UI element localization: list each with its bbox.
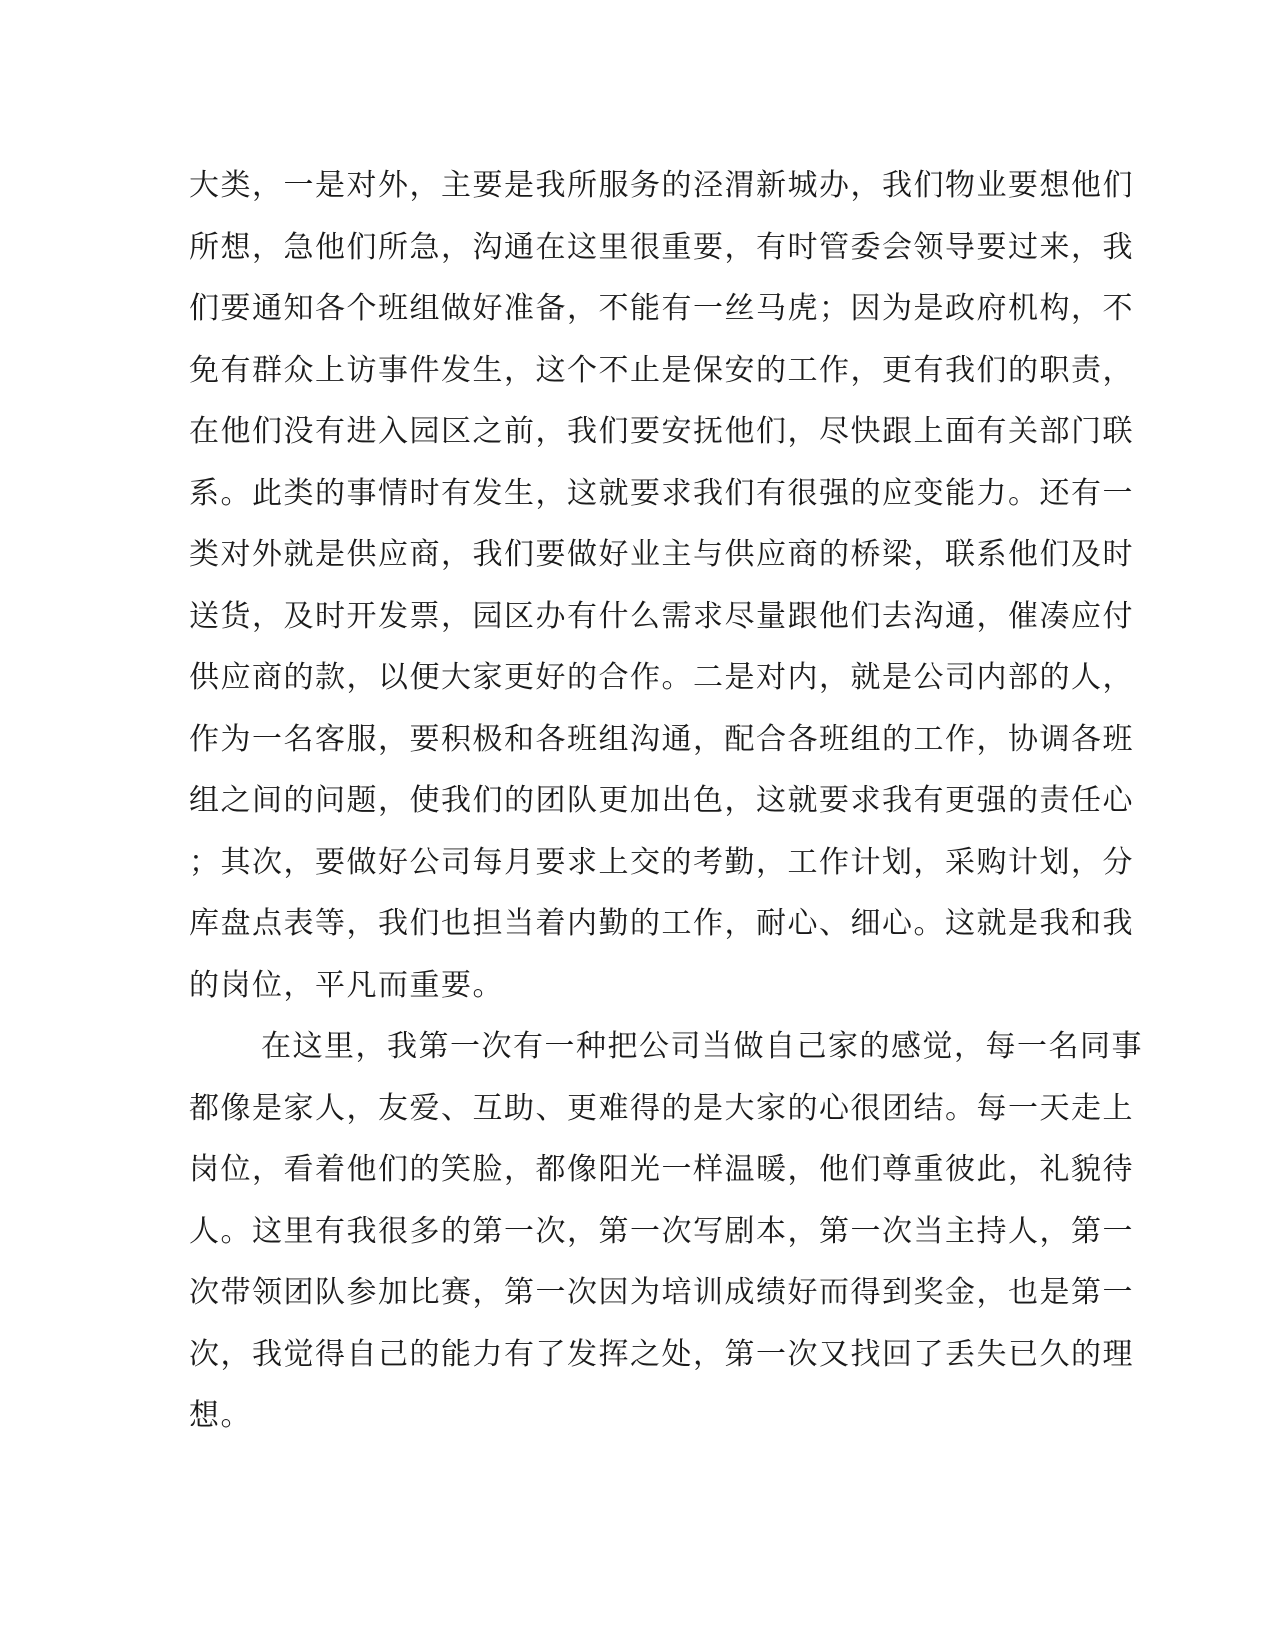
paragraph-line: 免有群众上访事件发生，这个不止是保安的工作，更有我们的职责， — [189, 352, 1134, 388]
paragraph-line: 都像是家人，友爱、互助、更难得的是大家的心很团结。每一天走上 — [189, 1090, 1134, 1126]
paragraph-line: 在这里，我第一次有一种把公司当做自己家的感觉，每一名同事 — [261, 1029, 1143, 1064]
paragraph-1 — [189, 155, 1134, 1016]
paragraph-line: 送货，及时开发票，园区办有什么需求尽量跟他们去沟通，催凑应付 — [189, 598, 1134, 634]
paragraph-line: 大类，一是对外，主要是我所服务的泾渭新城办，我们物业要想他们 — [189, 168, 1134, 203]
paragraph-line: 的岗位，平凡而重要。 — [189, 967, 504, 1003]
document-body — [189, 155, 1143, 1447]
paragraph-line: 供应商的款，以便大家更好的合作。二是对内，就是公司内部的人， — [189, 660, 1134, 695]
paragraph-line: 想。 — [189, 1398, 252, 1433]
paragraph-line: 们要通知各个班组做好准备，不能有一丝马虎；因为是政府机构，不 — [189, 291, 1134, 326]
paragraph-line: 组之间的问题，使我们的团队更加出色，这就要求我有更强的责任心 — [189, 783, 1134, 818]
paragraph-2 — [189, 1016, 1143, 1447]
paragraph-line: 在他们没有进入园区之前，我们要安抚他们，尽快跟上面有关部门联 — [189, 414, 1134, 449]
paragraph-line: 次带领团队参加比赛，第一次因为培训成绩好而得到奖金，也是第一 — [189, 1275, 1134, 1310]
paragraph-line: 类对外就是供应商，我们要做好业主与供应商的桥梁，联系他们及时 — [189, 537, 1134, 572]
paragraph-line: 作为一名客服，要积极和各班组沟通，配合各班组的工作，协调各班 — [189, 721, 1134, 757]
paragraph-line: 岗位，看着他们的笑脸，都像阳光一样温暖，他们尊重彼此，礼貌待 — [189, 1152, 1134, 1187]
paragraph-line: 次，我觉得自己的能力有了发挥之处，第一次又找回了丢失已久的理 — [189, 1336, 1134, 1372]
paragraph-line: 人。这里有我很多的第一次，第一次写剧本，第一次当主持人，第一 — [189, 1213, 1134, 1249]
paragraph-line: 系。此类的事情时有发生，这就要求我们有很强的应变能力。还有一 — [189, 475, 1134, 511]
paragraph-line: 所想，急他们所急，沟通在这里很重要，有时管委会领导要过来，我 — [189, 229, 1134, 265]
paragraph-line: 库盘点表等，我们也担当着内勤的工作，耐心、细心。这就是我和我 — [189, 906, 1134, 941]
paragraph-line: ；其次，要做好公司每月要求上交的考勤，工作计划，采购计划，分 — [189, 844, 1134, 880]
